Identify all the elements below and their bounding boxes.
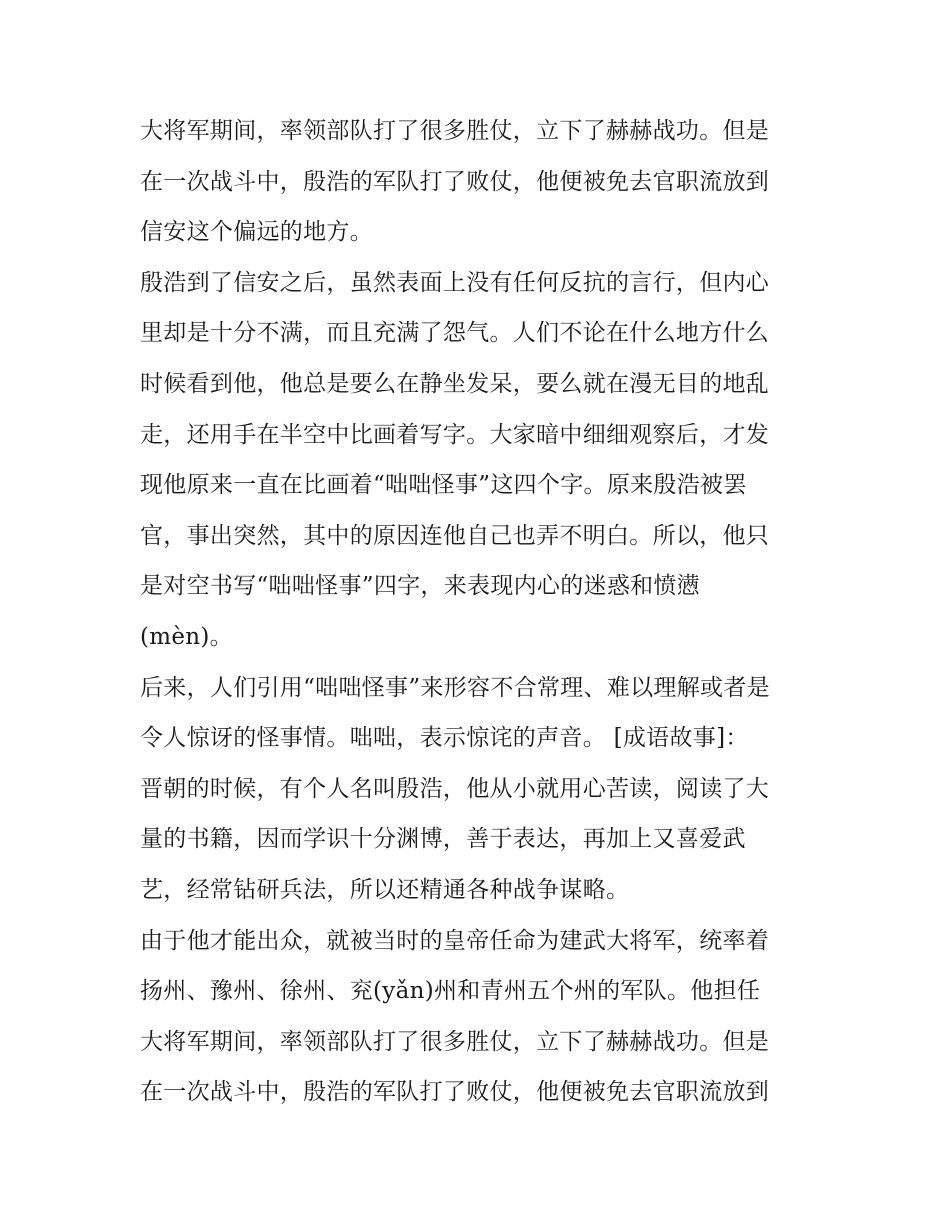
- text-line: 后来，人们引用“咄咄怪事”来形容不合常理、难以理解或者是: [140, 674, 770, 701]
- body-text: [140, 106, 830, 1118]
- text-line: 现他原来一直在比画着“咄咄怪事”这四个字。原来殷浩被罢: [140, 472, 747, 499]
- text-line: 大将军期间，率领部队打了很多胜仗，立下了赫赫战功。但是: [140, 1028, 770, 1055]
- text-line: 由于他才能出众，就被当时的皇帝任命为建武大将军，统率着: [140, 927, 770, 954]
- text-line: 官，事出突然，其中的原因连他自己也弄不明白。所以，他只: [140, 522, 770, 549]
- text-line: 时候看到他，他总是要么在静坐发呆，要么就在漫无目的地乱: [140, 370, 770, 397]
- text-line: 殷浩到了信安之后，虽然表面上没有任何反抗的言行，但内心: [140, 269, 770, 296]
- text-line: 扬州、豫州、徐州、兖(yǎn)州和青州五个州的军队。他担任: [140, 978, 761, 1005]
- text-line: (mèn)。: [140, 623, 233, 650]
- text-line: 晋朝的时候，有个人名叫殷浩，他从小就用心苦读，阅读了大: [140, 775, 770, 802]
- text-line: 在一次战斗中，殷浩的军队打了败仗，他便被免去官职流放到: [140, 1079, 770, 1106]
- text-line: 里却是十分不满，而且充满了怨气。人们不论在什么地方什么: [140, 320, 770, 347]
- text-line: 是对空书写“咄咄怪事”四字，来表现内心的迷惑和愤懑: [140, 573, 701, 600]
- text-line: 在一次战斗中，殷浩的军队打了败仗，他便被免去官职流放到: [140, 168, 770, 195]
- text-line: 令人惊讶的怪事情。咄咄，表示惊诧的声音。 [成语故事]：: [140, 725, 749, 752]
- text-line: 信安这个偏远的地方。: [140, 219, 373, 246]
- text-line: 艺，经常钻研兵法，所以还精通各种战争谋略。: [140, 876, 630, 903]
- text-line: 量的书籍，因而学识十分渊博，善于表达，再加上又喜爱武: [140, 826, 746, 853]
- text-line: 走，还用手在半空中比画着写字。大家暗中细细观察后，才发: [140, 421, 770, 448]
- text-line: 大将军期间，率领部队打了很多胜仗，立下了赫赫战功。但是: [140, 118, 770, 144]
